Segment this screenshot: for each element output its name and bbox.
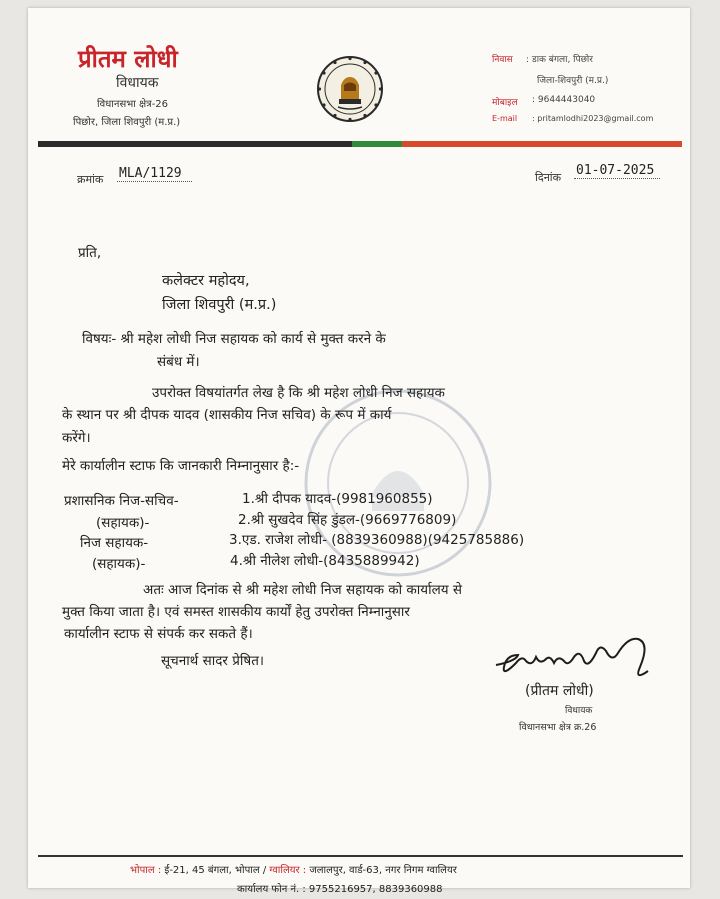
footer-bhopal-label: भोपाल : [130, 865, 162, 876]
subject-line2: संबंध में। [157, 354, 200, 370]
addressee-line1: कलेक्टर महोदय, [162, 273, 250, 289]
handwritten-signature [488, 627, 668, 687]
staff-entry: 1.श्री दीपक यादव-(9981960855) [242, 491, 433, 507]
para1-line2: के स्थान पर श्री दीपक यादव (शासकीय निज सचिव) के रूप में कार्य [62, 407, 392, 423]
dinank-label: दिनांक [535, 171, 562, 184]
mobile-value: : 9644443040 [532, 95, 596, 105]
signatory-constituency: विधानसभा क्षेत्र क्र.26 [519, 722, 597, 733]
footer-rule [38, 855, 683, 857]
para1-line1: उपरोक्त विषयांतर्गत लेख है कि श्री महेश लोधी निज सहायक [152, 385, 445, 401]
letterhead-name: प्रीतम लोधी [78, 44, 178, 73]
header-rule-orange [402, 141, 682, 147]
signatory-name: (प्रीतम लोधी) [525, 683, 594, 699]
signatory-title: विधायक [565, 706, 593, 716]
closing: सूचनार्थ सादर प्रेषित। [161, 653, 265, 669]
prati: प्रति, [78, 245, 102, 261]
staff-entry: 2.श्री सुखदेव सिंह डुंडल-(9669776809) [238, 512, 457, 528]
subject-line1: विषयः- श्री महेश लोधी निज सहायक को कार्य से मुक्त करने के [82, 331, 386, 347]
para2-line1: अतः आज दिनांक से श्री महेश लोधी निज सहायक को कार्यालय से [143, 582, 462, 598]
para2-line3: कार्यालीन स्टाफ से संपर्क कर सकते हैं। [64, 626, 253, 642]
email-value: : pritamlodhi2023@gmail.com [532, 114, 654, 123]
staff-entry: 4.श्री नीलेश लोधी-(8435889942) [230, 553, 420, 569]
niwas-label: निवास [492, 55, 513, 65]
staff-role: निज सहायक- [80, 535, 149, 551]
staff-intro: मेरे कार्यालीन स्टाफ कि जानकारी निम्नानुसार है:- [62, 458, 300, 474]
footer-gwalior-label: ग्वालियर : [269, 865, 307, 876]
staff-role: (सहायक)- [92, 556, 146, 572]
footer-addresses [130, 862, 457, 876]
letterhead-title: विधायक [116, 75, 159, 91]
kramank-label: क्रमांक [77, 173, 104, 186]
niwas-line2: जिला-शिवपुरी (म.प्र.) [537, 76, 609, 86]
addressee-line2: जिला शिवपुरी (म.प्र.) [162, 297, 277, 313]
para1-line3: करेंगे। [62, 430, 91, 446]
footer-bhopal-address: ई-21, 45 बंगला, भोपाल / [164, 865, 267, 876]
header-rule-green [352, 141, 402, 147]
footer-gwalior-address: जलालपुर, वार्ड-63, नगर निगम ग्वालियर [309, 865, 457, 876]
staff-role: प्रशासनिक निज-सचिव- [64, 493, 179, 509]
letterhead-constituency: विधानसभा क्षेत्र-26 [97, 99, 169, 110]
letterhead-address: पिछोर, जिला शिवपुरी (म.प्र.) [73, 117, 181, 128]
staff-entry: 3.एड. राजेश लोधी- (8839360988)(9425785886) [229, 532, 525, 548]
email-label: E-mail [492, 114, 518, 123]
staff-role: (सहायक)- [96, 515, 150, 531]
header-rule-dark [38, 141, 352, 147]
niwas-line1: : डाक बंगला, पिछोर [526, 55, 593, 65]
kramank-value: MLA/1129 [117, 166, 192, 182]
footer-phone: कार्यालय फोन नं. : 9755216957, 8839360988 [237, 884, 443, 895]
para2-line2: मुक्त किया जाता है। एवं समस्त शासकीय कार्यों हेतु उपरोक्त निम्नानुसार [62, 604, 410, 620]
dinank-value: 01-07-2025 [574, 163, 660, 179]
mobile-label: मोबाइल [492, 98, 518, 108]
mp-government-emblem-icon [316, 55, 384, 123]
